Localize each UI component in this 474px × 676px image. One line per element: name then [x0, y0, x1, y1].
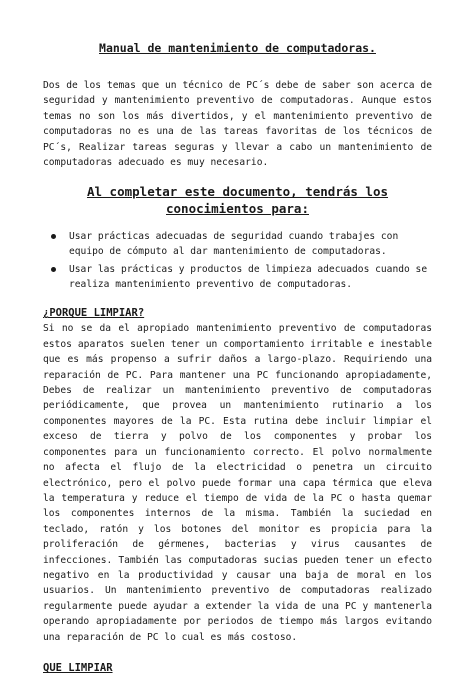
objectives-list [43, 229, 432, 292]
list-item [69, 229, 432, 259]
bullet-icon [51, 234, 56, 239]
list-item [69, 262, 432, 292]
why-clean-paragraph: Si no se da el apropiado mantenimiento preventivo de computadoras estos aparatos suelen tener un comportamiento irritable e inestable que es más propenso a sufrir daños a largo-plazo. Requiriendo una reparación de PC. Para mantener una PC funcionando apropiadamente, Debes de realizar un mantenimiento preventivo de computadoras periódicamente, que provea un mantenimiento rutinario a los componentes mayores de la PC. Esta rutina debe incluir limpiar el exceso de tierra y polvo de los componentes y probar los componentes para un funcionamiento correcto. El polvo normalmente no afecta el flujo de la electricidad o penetra un circuito electrónico, pero el polvo puede formar una capa térmica que eleva la temperatura y reduce el tiempo de vida de la PC o hasta quemar los componentes internos de la misma. También la suciedad en teclado, ratón y los botones del monitor es propicia para la proliferación de gérmenes, bacterias y virus causantes de infecciones. También las computadoras sucias pueden tener un efecto negativo en la productividad y causar una baja de moral en los usuarios. Un mantenimiento preventivo de computadoras realizado regularmente puede ayudar a extender la vida de una PC y mantenerla operando apropiadamente por periodos de tiempo más largos evitando una reparación de PC lo cual es más costoso. [43, 323, 432, 643]
list-item-text: Usar las prácticas y productos de limpieza adecuados cuando se realiza mantenimiento preventivo de computadoras. [69, 264, 428, 291]
why-clean-heading: ¿PORQUE LIMPIAR? [43, 307, 145, 320]
bullet-icon [51, 267, 56, 272]
what-clean-heading: QUE LIMPIAR [43, 661, 113, 674]
document-title: Manual de mantenimiento de computadoras. [99, 41, 376, 55]
intro-paragraph: Dos de los temas que un técnico de PC´s debe de saber son acerca de seguridad y mantenimiento preventivo de computadoras. Aunque estos temas no son los más divertidos, y el mantenimiento preventivo de computadoras no es una de las tareas favoritas de los técnicos de PC´s, Realizar tareas seguras y llevar a cabo un mantenimiento de computadoras adecuado es muy necesario. [43, 80, 432, 169]
list-item-text: Usar prácticas adecuadas de seguridad cuando trabajes con equipo de cómputo al dar mantenimiento de computadoras. [69, 231, 399, 258]
objectives-heading: Al completar este documento, tendrás los conocimientos para: [86, 184, 389, 217]
